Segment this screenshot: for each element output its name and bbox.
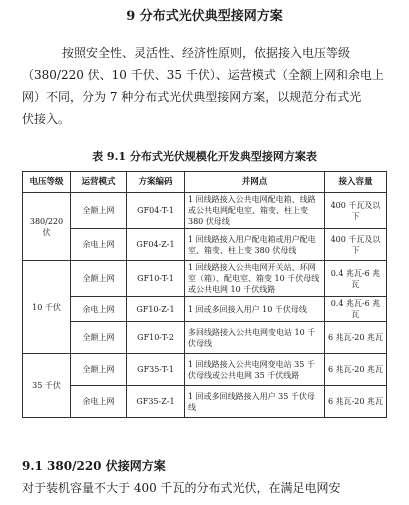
header-grid-point: 并网点 [185,172,325,193]
mode-cell: 余电上网 [71,297,127,322]
table-row [23,322,387,354]
mode-cell: 全额上网 [71,193,127,229]
table-row [23,229,387,261]
grid-point-cell: 1 回或多回接入用户 10 千伏母线 [185,297,325,322]
grid-point-cell: 1 回线路接入公共电网配电箱、线路或公共电网配电室、箱变、柱上变 380 伏母线 [185,193,325,229]
table-caption: 表 9.1 分布式光伏规模化开发典型接网方案表 [92,150,317,163]
mode-cell: 全额上网 [71,322,127,354]
intro-line: 按照安全性、灵活性、经济性原则，依据接入电压等级 [62,46,351,60]
intro-paragraph [22,42,394,130]
access-scheme-table [22,171,387,418]
table-row [23,261,387,297]
table-row [23,386,387,418]
intro-line: （380/220 伏、10 千伏、35 千伏）、运营模式（全额上网和余电上 [22,68,384,82]
mode-cell: 全额上网 [71,354,127,386]
grid-point-cell: 1 回线路接入公共电网开关站、环网室（箱）、配电室、箱变 10 千伏母线或公共电网 10 千伏线路 [185,261,325,297]
section-heading: 9 分布式光伏典型接网方案 [126,9,283,24]
grid-point-cell: 1 回线路接入用户配电箱或用户配电室、箱变、柱上变 380 伏母线 [185,229,325,261]
capacity-cell: 400 千瓦及以下 [325,229,387,261]
grid-point-cell: 1 回线路接入公共电网变电站 35 千伏母线或公共电网 35 千伏线路 [185,354,325,386]
voltage-cell: 35 千伏 [23,354,71,418]
capacity-cell: 6 兆瓦-20 兆瓦 [325,386,387,418]
subsection-heading: 9.1 380/220 伏接网方案 [22,459,166,473]
header-code: 方案编码 [127,172,185,193]
code-cell: GF10-T-1 [127,261,185,297]
code-cell: GF04-Z-1 [127,229,185,261]
capacity-cell: 400 千瓦及以下 [325,193,387,229]
header-voltage: 电压等级 [23,172,71,193]
table-row [23,354,387,386]
table-row [23,193,387,229]
capacity-cell: 6 兆瓦-20 兆瓦 [325,354,387,386]
capacity-cell: 0.4 兆瓦-6 兆瓦 [325,297,387,322]
capacity-cell: 0.4 兆瓦-6 兆瓦 [325,261,387,297]
code-cell: GF10-T-2 [127,322,185,354]
header-capacity: 接入容量 [325,172,387,193]
code-cell: GF04-T-1 [127,193,185,229]
intro-line: 伏接入。 [22,112,71,126]
header-mode: 运营模式 [71,172,127,193]
intro-line: 网）不同，分为 7 种分布式光伏典型接网方案，以规范分布式光 [22,90,362,104]
mode-cell: 全额上网 [71,261,127,297]
table-row [23,297,387,322]
capacity-cell: 6 兆瓦-20 兆瓦 [325,322,387,354]
code-cell: GF35-T-1 [127,354,185,386]
mode-cell: 余电上网 [71,229,127,261]
mode-cell: 余电上网 [71,386,127,418]
voltage-cell: 10 千伏 [23,261,71,354]
voltage-cell: 380/220 伏 [23,193,71,261]
grid-point-cell: 1 回或多回线路接入用户 35 千伏母线 [185,386,325,418]
grid-point-cell: 多回线路接入公共电网变电站 10 千伏母线 [185,322,325,354]
code-cell: GF10-Z-1 [127,297,185,322]
code-cell: GF35-Z-1 [127,386,185,418]
body-text: 对于装机容量不大于 400 千瓦的分布式光伏，在满足电网安 [22,481,341,495]
